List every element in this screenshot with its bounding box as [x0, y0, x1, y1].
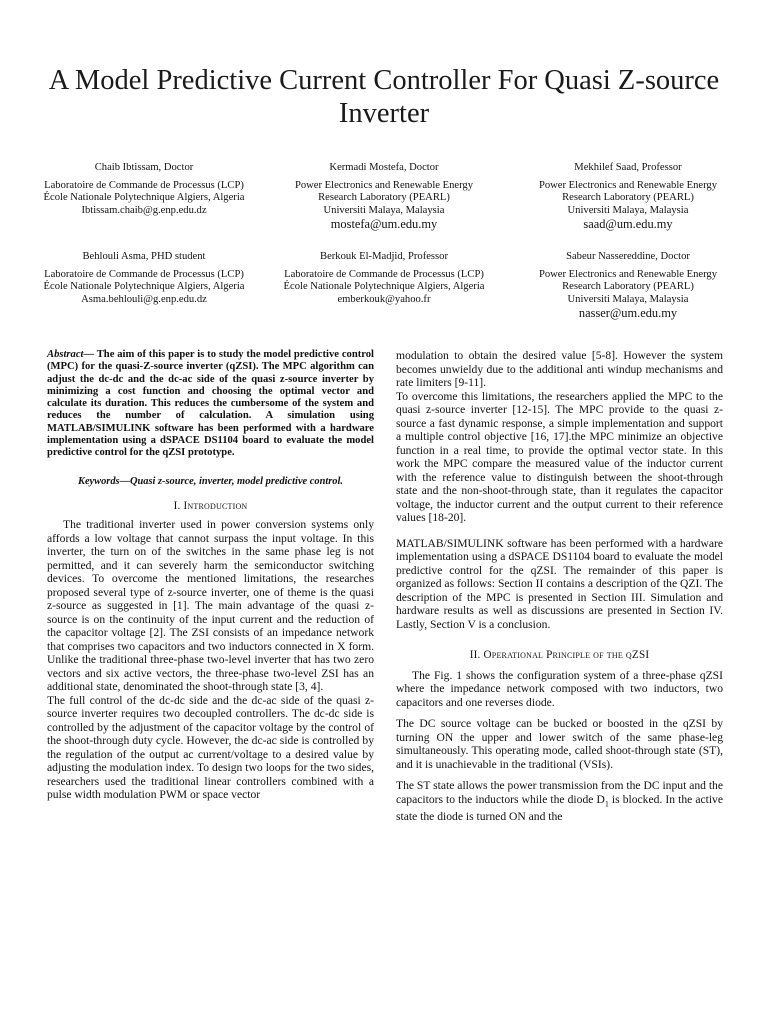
keywords: Keywords—Quasi z-source, inverter, model predictive control.	[78, 475, 343, 487]
author-affiliation: Power Electronics and Renewable Energy	[538, 179, 718, 191]
author-name: Berkouk El-Madjid, Professor	[320, 251, 448, 262]
author-affiliation: École Nationale Polytechnique Algiers, Algeria	[43, 192, 245, 204]
author-name: Behlouli Asma, PHD student	[82, 251, 206, 262]
author-block	[24, 251, 264, 306]
paragraph-text: is blocked. In the active state the diode is turned ON and the	[396, 792, 723, 824]
author-block	[24, 162, 264, 217]
author-email: Ibtissam.chaib@g.enp.edu.dz	[81, 204, 207, 216]
paragraph: The Fig. 1 shows the configuration system of a three-phase qZSI where the impedance network composed with two inductors, two capacitors and one reverses diode.	[396, 668, 723, 709]
author-block	[508, 162, 748, 231]
author-affiliation: Power Electronics and Renewable Energy	[538, 268, 718, 280]
paragraph: modulation to obtain the desired value [5-8]. However the system becomes unwieldy due to the additional anti windup mechanisms and rate limiters [9-11].	[396, 349, 723, 389]
author-affiliation: Universiti Malaya, Malaysia	[567, 293, 689, 305]
author-name: Sabeur Nassereddine, Doctor	[566, 251, 690, 262]
paragraph: To overcome this limitations, the researchers applied the MPC to the quasi z-source inverter [12-15]. The MPC provide to the quasi z-source a fast dynamic response, a simple implementation and support a multiple control objective [16, 17].the MPC minimize an objective function in a real time, to provide the optimal vector state. In this work the MPC compare the measured value of the inductor current with the reference value to distinguish between the shoot-through state and the non-shoot-through state, than it regulates the capacitor voltage, the inductor current and the output current to their reference values [18-20].	[396, 389, 723, 524]
abstract-lead: Abstract—	[47, 349, 95, 360]
author-affiliation: Research Laboratory (PEARL)	[318, 192, 450, 204]
abstract	[47, 349, 374, 460]
abstract-text: The aim of this paper is to study the model predictive control (MPC) for the quasi-Z-source inverter (qZSI). The MPC algorithm can adjust the dc-dc and the dc-ac side of the quasi z-source inverter by minimizing a cost function and choosing the optimal vector and calculate its duration. This reduces the cumbersome of the system and reduces the number of calculation. A simulation using MATLAB/SIMULINK software has been performed with a hardware implementation using a dSPACE DS1104 board to evaluate the model predictive control for the qZSI prototype.	[47, 349, 374, 459]
author-affiliation: École Nationale Polytechnique Algiers, Algeria	[283, 281, 485, 293]
author-email: Asma.behlouli@g.enp.edu.dz	[81, 293, 207, 305]
paragraph: The traditional inverter used in power conversion systems only affords a low voltage that cannot surpass the input voltage. In this inverter, the turn on of the switches in the same phase leg is not permitted, and it can severely harm the semiconductor switching devices. To overcome the mentioned limitations, the researches proposed several type of z-source inverter, one of theme is the quasi z-source as suggested in [1]. The main advantage of the quasi z-source is on the continuity of the input current and the reduction of the capacitor voltage [2]. The ZSI consists of an impedance network that comprises two capacitors and two inductors connected in X form. Unlike the traditional three-phase two-level inverter that has two zero vectors and six active vectors, the three-phase two-level ZSI has an additional state, denominated the shoot-through state [3, 4].	[47, 518, 374, 694]
author-block	[264, 251, 504, 306]
left-column	[47, 349, 374, 802]
section-heading: I. Introduction	[173, 499, 248, 512]
author-affiliation: Laboratoire de Commande de Processus (LCP)	[284, 268, 484, 280]
author-block	[264, 162, 504, 231]
author-affiliation: École Nationale Polytechnique Algiers, Algeria	[43, 281, 245, 293]
author-affiliation: Research Laboratory (PEARL)	[562, 192, 694, 204]
section-heading: II. Operational Principle of the qZSI	[469, 649, 650, 661]
author-affiliation: Power Electronics and Renewable Energy	[294, 179, 474, 191]
author-name: Kermadi Mostefa, Doctor	[329, 162, 439, 173]
author-affiliation: Universiti Malaya, Malaysia	[567, 204, 689, 216]
author-name: Mekhilef Saad, Professor	[574, 162, 682, 173]
paragraph: The DC source voltage can be bucked or boosted in the qZSI by turning ON the upper and lower switch of the same phase-leg simultaneously. This operating mode, called shoot-through state (ST), and it is unachievable in the traditional (VSIs).	[396, 717, 723, 771]
author-email: saad@um.edu.my	[583, 217, 673, 232]
subscript: 1	[604, 798, 609, 808]
author-affiliation: Research Laboratory (PEARL)	[562, 281, 694, 293]
author-affiliation: Laboratoire de Commande de Processus (LCP)	[44, 179, 244, 191]
author-email: emberkouk@yahoo.fr	[337, 293, 431, 305]
right-column	[396, 349, 723, 824]
paragraph-text: The ST state allows the power transmission from the DC input and the capacitors to the inductors while the diode D	[396, 779, 723, 806]
author-email: nasser@um.edu.my	[578, 306, 678, 321]
paragraph: MATLAB/SIMULINK software has been performed with a hardware implementation using a dSPACE DS1104 board to evaluate the model predictive control for the qZSI. The remainder of this paper is organized as follows: Section II contains a description of the QZI. The description of the MPC is presented in Section III. Simulation and hardware results as well as discussions are presented in Section IV. Lastly, Section V is a conclusion.	[396, 536, 723, 631]
author-name: Chaib Ibtissam, Doctor	[94, 162, 194, 173]
author-email: mostefa@um.edu.my	[330, 217, 438, 232]
author-block	[508, 251, 748, 320]
author-affiliation: Universiti Malaya, Malaysia	[323, 204, 445, 216]
paragraph	[396, 779, 723, 824]
paragraph: The full control of the dc-dc side and the dc-ac side of the quasi z-source inverter requires two decoupled controllers. The dc-dc side is controlled by the adjustment of the capacitor voltage by the control of the shoot-through duty cycle. However, the dc-ac side is controlled by the regulation of the output ac current/voltage to a desired value by adjusting the modulation index. To design two loops for the two sides, researchers used the traditional linear controllers combined with a pulse width modulation PWM or space vector	[47, 693, 374, 802]
author-affiliation: Laboratoire de Commande de Processus (LCP)	[44, 268, 244, 280]
paper-title: A Model Predictive Current Controller For Quasi Z-source Inverter	[48, 65, 720, 129]
